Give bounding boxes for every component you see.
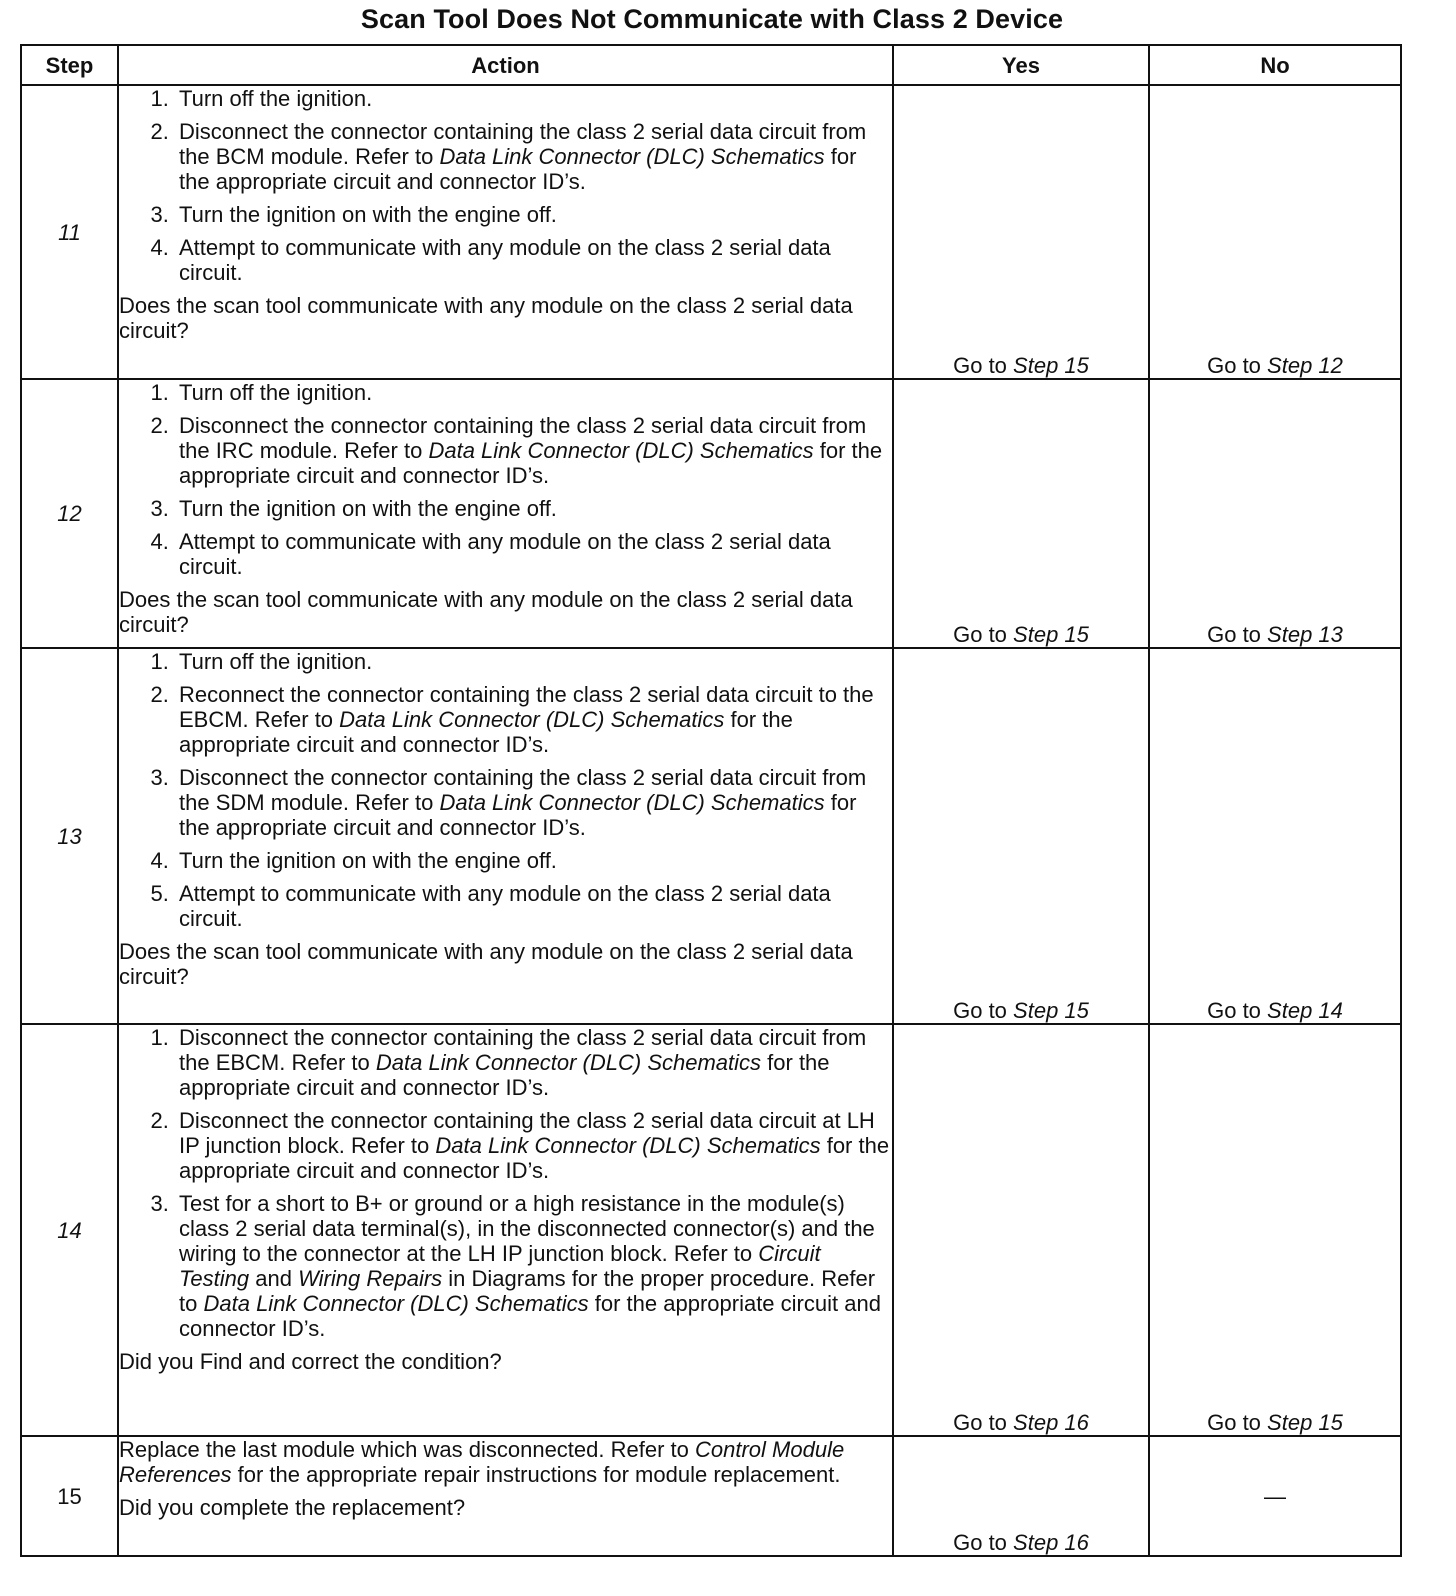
reference-link: Data Link Connector (DLC) Schematics — [375, 1050, 762, 1075]
question-text: Did you Find and correct the condition? — [119, 1349, 502, 1374]
reference-link: Wiring Repairs — [298, 1266, 443, 1291]
reference-link: Data Link Connector (DLC) Schematics — [435, 1133, 821, 1158]
list-item: 3. Disconnect the connector containing the class 2 serial data circuit from the SDM module. Refer to Data Link Connector (DLC) Schematics for the appropriate circuit and connector ID’s. — [175, 765, 892, 840]
yes-step-ref: Step 15 — [1013, 622, 1089, 647]
table-row — [21, 85, 1401, 379]
list-item: 3. Turn the ignition on with the engine off. — [175, 496, 892, 521]
table-row — [21, 379, 1401, 648]
reference-link: Data Link Connector (DLC) Schematics — [339, 707, 725, 732]
list-item: 2. Disconnect the connector containing the class 2 serial data circuit from the IRC module. Refer to Data Link Connector (DLC) Schematics for the appropriate circuit and connector ID’s. — [175, 413, 892, 488]
yes-step-ref: Step 15 — [1013, 998, 1089, 1023]
list-item: 2. Disconnect the connector containing the class 2 serial data circuit at LH IP junction block. Refer to Data Link Connector (DLC) Schematics for the appropriate circuit and connector ID’s. — [175, 1108, 892, 1183]
instruction-list — [119, 380, 892, 579]
yes-cell: Go to Step 16 — [893, 1024, 1149, 1436]
action-cell — [118, 648, 893, 1024]
yes-step-ref: Step 15 — [1013, 353, 1089, 378]
action-cell — [118, 1436, 893, 1556]
reference-link: Data Link Connector (DLC) Schematics — [439, 790, 825, 815]
no-step-ref: Step 13 — [1267, 622, 1343, 647]
list-item: 4. Attempt to communicate with any module on the class 2 serial data circuit. — [175, 529, 892, 579]
step-number: 12 — [21, 379, 118, 648]
instruction-list — [119, 1025, 892, 1341]
list-item: 1. Turn off the ignition. — [175, 86, 892, 111]
table-row — [21, 1436, 1401, 1556]
table-header-row — [21, 45, 1401, 85]
action-cell — [118, 379, 893, 648]
list-item: 3. Test for a short to B+ or ground or a high resistance in the module(s) class 2 serial data terminal(s), in the disconnected connector(s) and the wiring to the connector at the LH IP junction block. Refer to Circuit Testing and Wiring Repairs in Diagrams for the proper procedure. Refer to Data Link Connector (DLC) Schematics for the appropriate circuit and connector ID’s. — [175, 1191, 892, 1341]
list-item: 2. Disconnect the connector containing the class 2 serial data circuit from the BCM module. Refer to Data Link Connector (DLC) Schematics for the appropriate circuit and connector ID’s. — [175, 119, 892, 194]
list-item: 4. Turn the ignition on with the engine off. — [175, 848, 892, 873]
page-title: Scan Tool Does Not Communicate with Class 2 Device — [360, 4, 1064, 34]
no-cell: Go to Step 12 — [1149, 85, 1401, 379]
list-item: 5. Attempt to communicate with any module on the class 2 serial data circuit. — [175, 881, 892, 931]
no-result-dash: — — [1264, 1483, 1286, 1509]
list-item: 2. Reconnect the connector containing the class 2 serial data circuit to the EBCM. Refer to Data Link Connector (DLC) Schematics for the appropriate circuit and connector ID’s. — [175, 682, 892, 757]
yes-cell: Go to Step 16 — [893, 1436, 1149, 1556]
step-number: 15 — [21, 1436, 118, 1556]
question-text: Does the scan tool communicate with any module on the class 2 serial data circuit? — [119, 939, 853, 989]
yes-cell: Go to Step 15 — [893, 648, 1149, 1024]
no-step-ref: Step 15 — [1267, 1410, 1343, 1435]
no-cell: Go to Step 15 — [1149, 1024, 1401, 1436]
list-item: 1. Turn off the ignition. — [175, 380, 892, 405]
reference-link: Circuit Testing — [179, 1241, 821, 1291]
list-item: 4. Attempt to communicate with any module on the class 2 serial data circuit. — [175, 235, 892, 285]
question-text: Did you complete the replacement? — [119, 1495, 466, 1520]
no-step-ref: Step 12 — [1267, 353, 1343, 378]
yes-step-ref: Step 16 — [1013, 1410, 1089, 1435]
table-row — [21, 648, 1401, 1024]
reference-link: Control Module References — [119, 1437, 845, 1487]
no-cell: Go to Step 14 — [1149, 648, 1401, 1024]
step-number: 11 — [21, 85, 118, 379]
reference-link: Data Link Connector (DLC) Schematics — [203, 1291, 589, 1316]
action-cell — [118, 85, 893, 379]
list-item: 3. Turn the ignition on with the engine off. — [175, 202, 892, 227]
diagnostic-table — [20, 44, 1402, 1557]
yes-cell: Go to Step 15 — [893, 379, 1149, 648]
reference-link: Data Link Connector (DLC) Schematics — [439, 144, 825, 169]
no-cell: Go to Step 13 — [1149, 379, 1401, 648]
instruction-list — [119, 86, 892, 285]
list-item: 1. Turn off the ignition. — [175, 649, 892, 674]
no-step-ref: Step 14 — [1267, 998, 1343, 1023]
column-header-action: Action — [118, 45, 893, 85]
reference-link: Data Link Connector (DLC) Schematics — [428, 438, 814, 463]
action-cell — [118, 1024, 893, 1436]
question-text: Does the scan tool communicate with any module on the class 2 serial data circuit? — [119, 587, 853, 637]
column-header-yes: Yes — [893, 45, 1149, 85]
no-cell — [1149, 1436, 1401, 1556]
step-number: 13 — [21, 648, 118, 1024]
list-item: 1. Disconnect the connector containing the class 2 serial data circuit from the EBCM. Refer to Data Link Connector (DLC) Schematics for the appropriate circuit and connector ID’s. — [175, 1025, 892, 1100]
column-header-step: Step — [21, 45, 118, 85]
instruction-text: Replace the last module which was disconnected. Refer to Control Module References for the appropriate repair instructions for module replacement. — [119, 1437, 845, 1487]
step-number: 14 — [21, 1024, 118, 1436]
table-row — [21, 1024, 1401, 1436]
question-text: Does the scan tool communicate with any module on the class 2 serial data circuit? — [119, 293, 853, 343]
yes-cell: Go to Step 15 — [893, 85, 1149, 379]
instruction-list — [119, 649, 892, 931]
column-header-no: No — [1149, 45, 1401, 85]
yes-step-ref: Step 16 — [1013, 1530, 1089, 1555]
